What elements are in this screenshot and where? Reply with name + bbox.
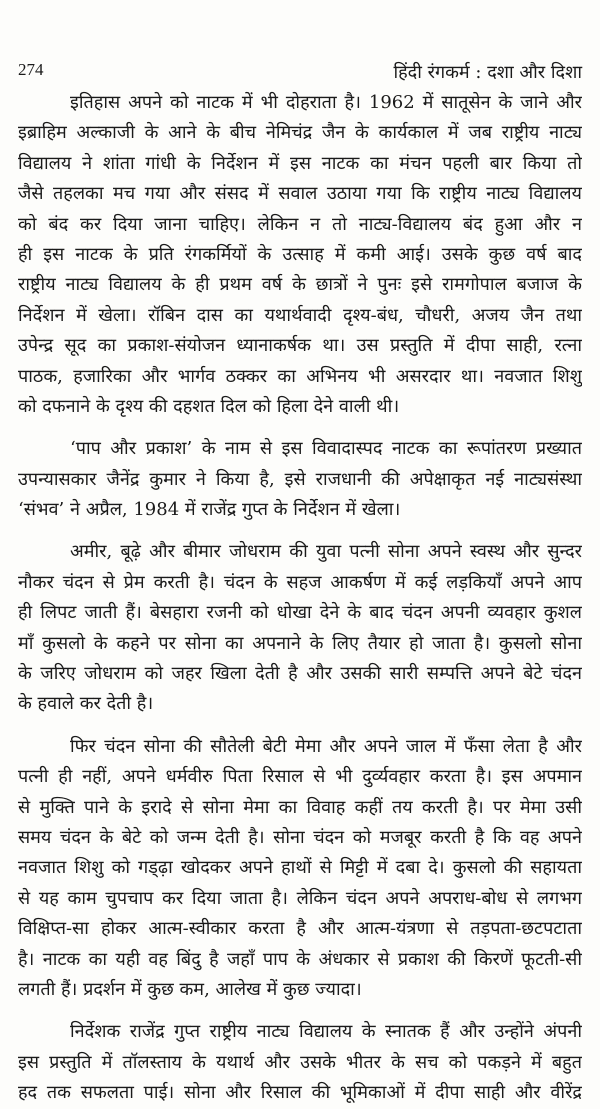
page-body: [18, 88, 582, 1109]
text-line: नौकर चंदन से प्रेम करती है। चंदन के सहज आकर्षण में कई लड़कियाँ अपने आप: [18, 571, 582, 593]
text-line: विद्यालय ने शांता गांधी के निर्देशन में इस नाटक का मंचन पहली बार किया तो: [18, 152, 582, 174]
text-line: के जरिए जोधराम को जहर खिला देती है और उसकी सारी सम्पत्ति अपने बेटे चंदन: [18, 663, 582, 685]
text-line: लगती हैं। प्रदर्शन में कुछ कम, आलेख में कुछ ज्यादा।: [18, 978, 362, 1000]
text-line: पत्नी ही नहीं, अपने धर्मवीरु पिता रिसाल से भी दुर्व्यवहार करता है। इस अपमान: [18, 766, 582, 788]
page-header: [18, 60, 582, 86]
text-line: के हवाले कर देती है।: [18, 693, 154, 715]
text-line: पाठक, हजारिका और भार्गव ठक्कर का अभिनय भी असरदार था। नवजात शिशु: [18, 365, 582, 387]
text-line: नवजात शिशु को गड्ढ़ा खोदकर अपने हाथों से मिट्टी में दबा दे। कुसलो की सहायता: [18, 857, 582, 879]
text-line: ही लिपट जाती हैं। बेसहारा रजनी को धोखा देने के बाद चंदन अपनी व्यवहार कुशल: [18, 602, 582, 624]
text-line: ‘संभव’ ने अप्रैल, 1984 में राजेंद्र गुप्त के निर्देशन में खेला।: [18, 499, 401, 521]
paragraph: [18, 732, 582, 1006]
text-line: इतिहास अपने को नाटक में भी दोहराता है। 1962 में सातूसेन के जाने और: [70, 92, 582, 113]
text-line: से मुक्ति पाने के इरादे से सोना मेमा का विवाह कहीं तय करती है। पर मेमा उसी: [18, 796, 582, 818]
text-line: से यह काम चुपचाप कर दिया जाता है। लेकिन चंदन अपने अपराध-बोध से लगभग: [18, 887, 582, 909]
text-line: ‘पाप और प्रकाश’ के नाम से इस विवादास्पद नाटक का रूपांतरण प्रख्यात: [70, 438, 582, 460]
text-line: निर्देशक राजेंद्र गुप्त राष्ट्रीय नाट्य विद्यालय के स्नातक हैं और उन्होंने अंपनी: [70, 1021, 582, 1043]
page-number: 274: [18, 60, 44, 79]
text-line: निर्देशन में खेला। रॉबिन दास का यथार्थवादी दृश्य-बंध, चौधरी, अजय जैन तथा: [18, 304, 582, 326]
text-line: को बंद कर दिया जाना चाहिए। लेकिन न तो नाट्य-विद्यालय बंद हुआ और न: [18, 213, 582, 235]
text-line: है। नाटक का यही वह बिंदु है जहाँ पाप के अंधकार से प्रकाश की किरणें फूटती-सी: [18, 948, 582, 970]
text-line: फिर चंदन सोना की सौतेली बेटी मेमा और अपने जाल में फँसा लेता है और: [70, 735, 582, 757]
paragraph: [18, 537, 582, 719]
text-line: उपेन्द्र सूद का प्रकाश-संयोजन ध्यानाकर्षक था। उस प्रस्तुति में दीपा साही, रत्ना: [18, 335, 582, 357]
text-line: अमीर, बूढ़े और बीमार जोधराम की युवा पत्नी सोना अपने स्वस्थ और सुन्दर: [70, 541, 582, 563]
text-line: ही इस नाटक के प्रति रंगकर्मियों के उत्साह में कमी आई। उसके कुछ वर्ष बाद: [18, 243, 582, 265]
text-line: जैसे तहलका मच गया और संसद में सवाल उठाया गया कि राष्ट्रीय नाट्य विद्यालय: [18, 183, 582, 205]
text-line: इस प्रस्तुति में तॉलस्ताय के यथार्थ और उसके भीतर के सच को पकड़ने में बहुत: [18, 1051, 582, 1073]
paragraph: [18, 88, 582, 422]
text-line: को दफनाने के दृश्य की दहशत दिल को हिला देने वाली थी।: [18, 395, 400, 417]
running-title: हिंदी रंगकर्म : दशा और दिशा: [393, 62, 582, 83]
text-line: हद तक सफलता पाई। सोना और रिसाल की भूमिकाओं में दीपा साही और वीरेंद्र: [18, 1082, 582, 1104]
text-line: राष्ट्रीय नाट्य विद्यालय के ही प्रथम वर्ष के छात्रों ने पुनः इसे रामगोपाल बजाज के: [18, 274, 582, 296]
paragraph: [18, 434, 582, 525]
text-line: इब्राहिम अल्काजी के आने के बीच नेमिचंद्र जैन के कार्यकाल में जब राष्ट्रीय नाट्य: [18, 122, 582, 144]
text-line: माँ कुसलो के कहने पर सोना का अपनाने के लिए तैयार हो जाता है। कुसलो सोना: [18, 632, 582, 654]
text-line: समय चंदन के बेटे को जन्म देती है। सोना चंदन को मजबूर करती है कि वह अपने: [18, 826, 582, 848]
text-line: विक्षिप्त-सा होकर आत्म-स्वीकार करता है और आत्म-यंत्रणा से तड़पता-छटपटाता: [18, 918, 582, 940]
text-line: उपन्यासकार जैनेंद्र कुमार ने किया है, इसे राजधानी की अपेक्षाकृत नई नाट्यसंस्था: [18, 468, 582, 490]
